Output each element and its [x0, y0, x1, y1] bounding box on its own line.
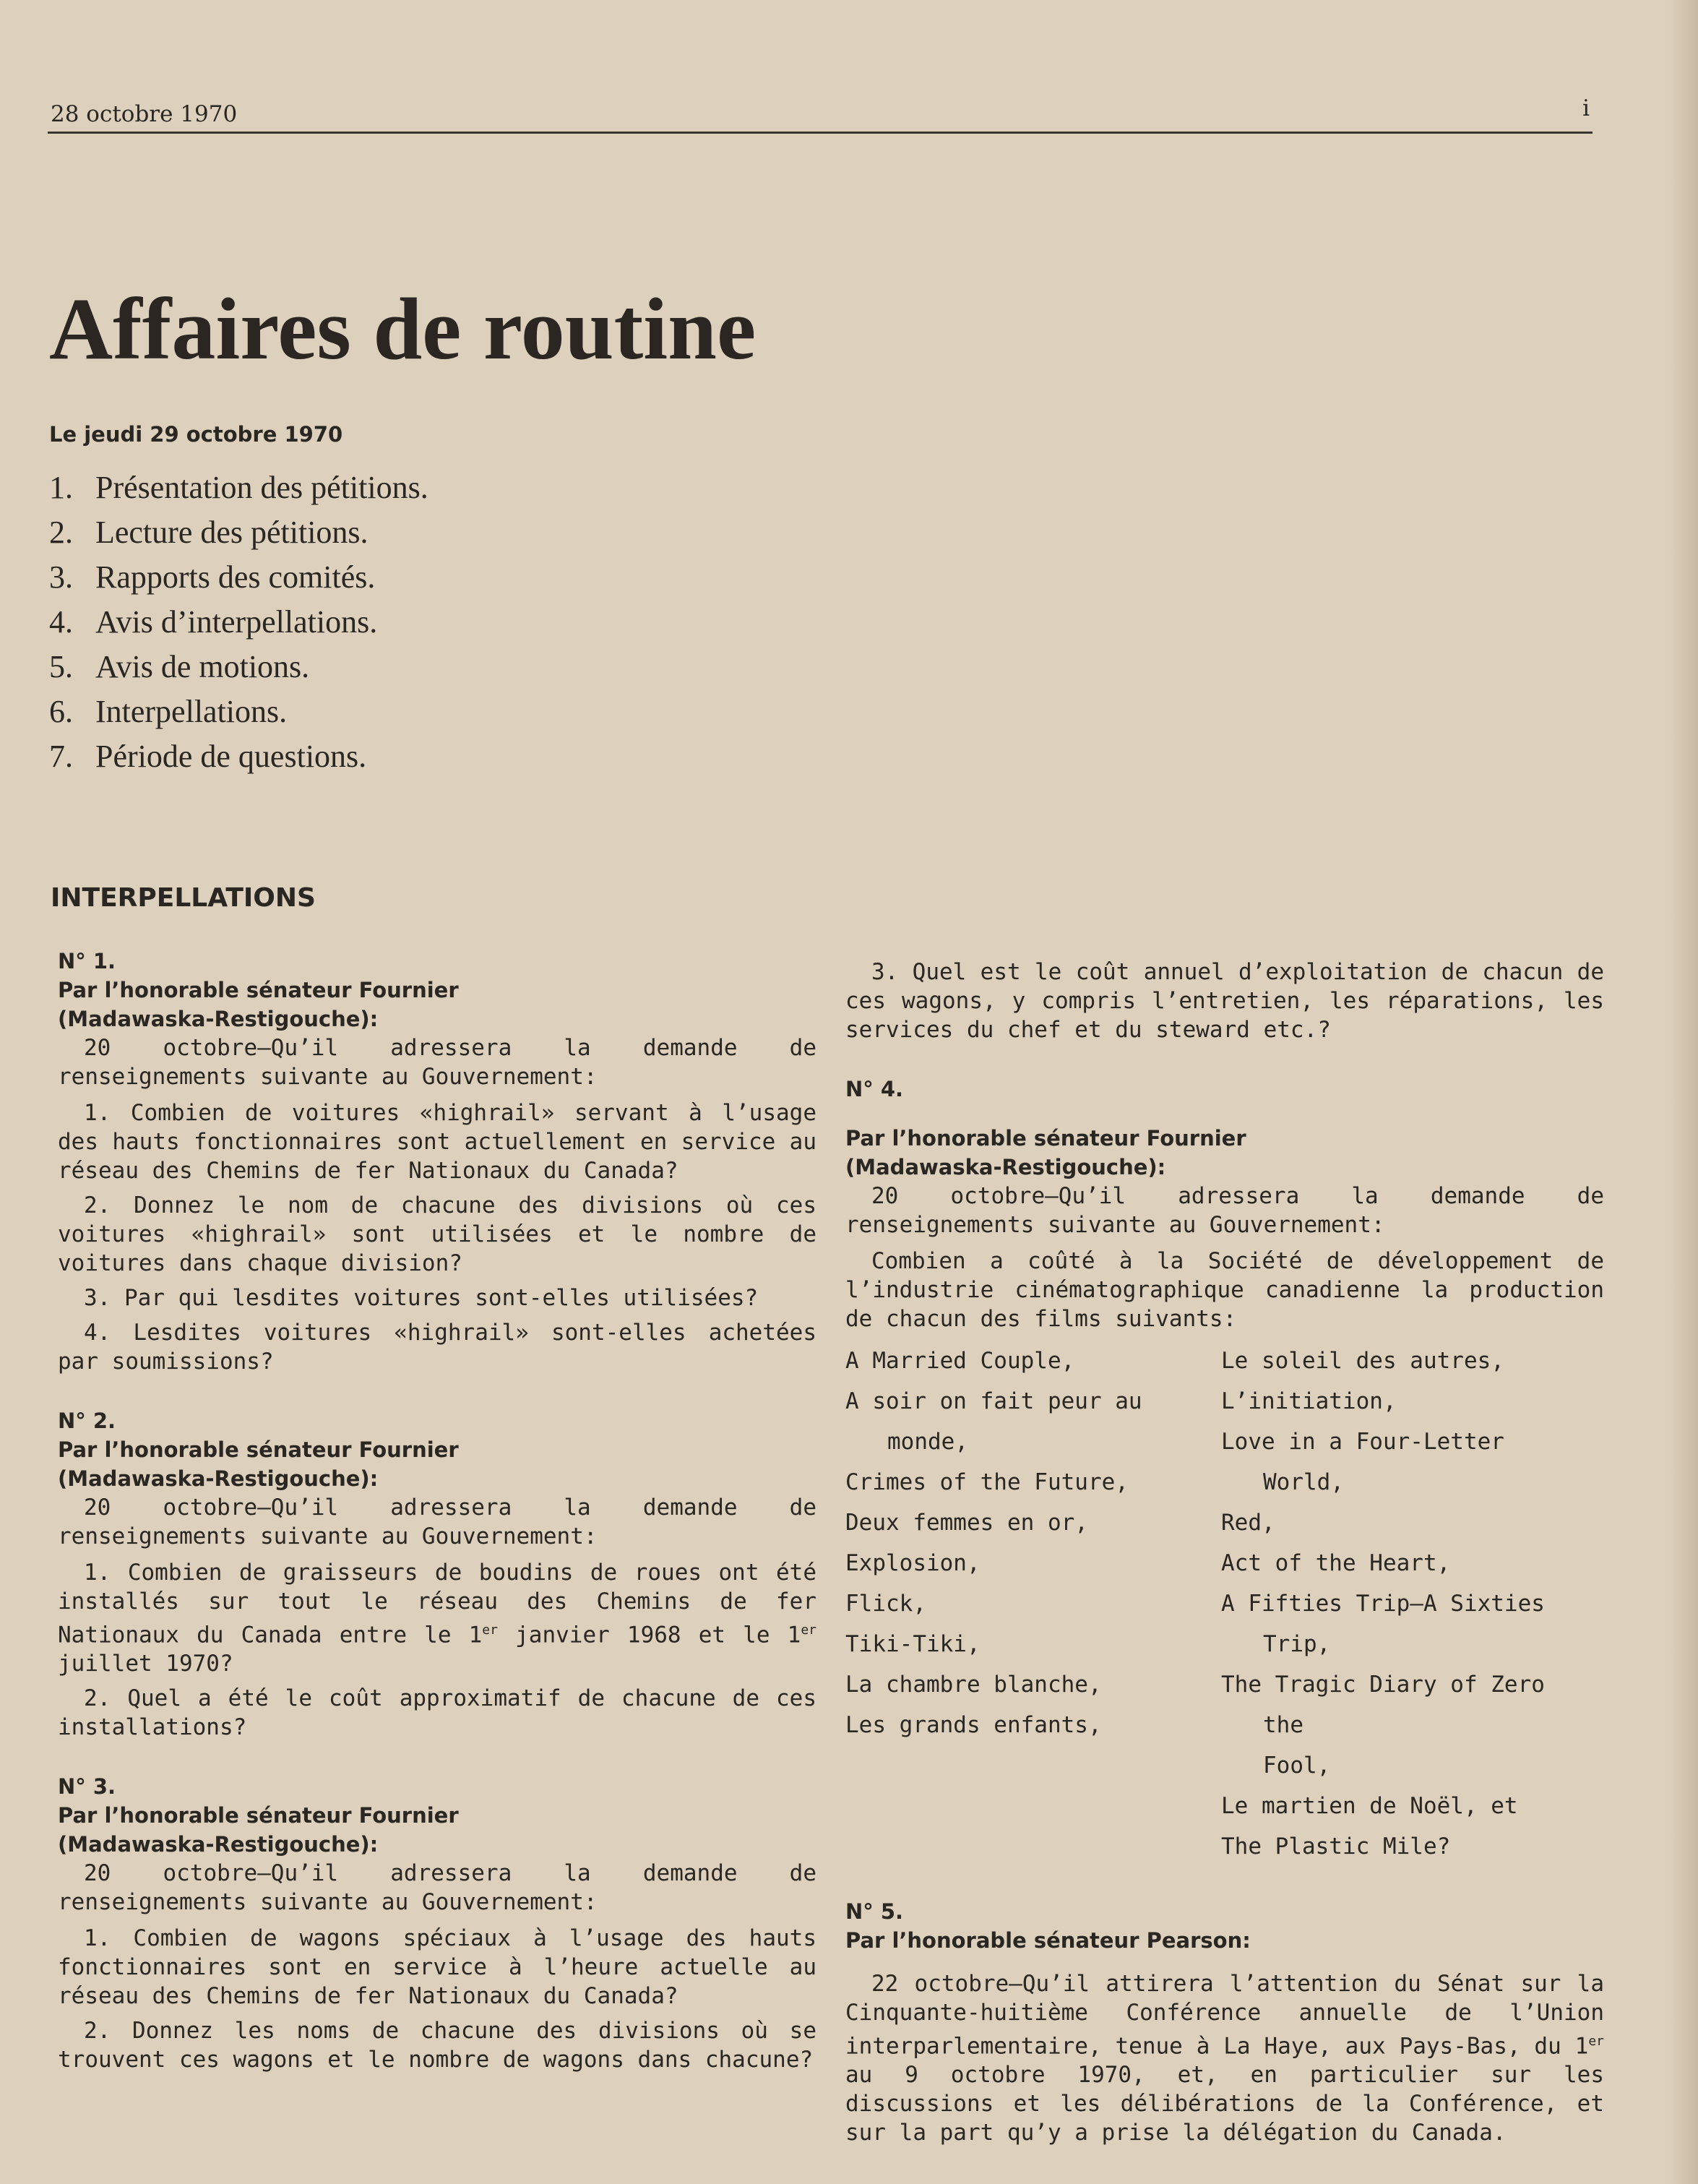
agenda-item: 6. Interpellations. — [49, 694, 288, 729]
question-item: 3. Par qui lesdites voitures sont-elles utilisées? — [84, 1285, 759, 1311]
film-title: Le soleil des autres, — [1221, 1348, 1504, 1374]
question-number: N° 5. — [845, 1899, 904, 1924]
question-intro: 20 octobre—Qu’il adressera la demande de renseignements suivante au Gouvernement: — [845, 1183, 1604, 1238]
film-title-continued: monde, — [887, 1429, 968, 1455]
film-title: Explosion, — [845, 1550, 981, 1576]
question-number: N° 4. — [845, 1077, 904, 1101]
session-date: Le jeudi 29 octobre 1970 — [49, 422, 343, 447]
agenda-item: 7. Période de questions. — [49, 739, 367, 774]
film-title: L’initiation, — [1221, 1388, 1397, 1414]
agenda-list — [49, 465, 428, 779]
page-title: Affaires de routine — [49, 280, 757, 378]
agenda-item: 3. Rapports des comités. — [49, 559, 376, 595]
question-3 — [58, 1772, 816, 2074]
question-item: 2. Donnez le nom de chacune des divisions où ces voitures «highrail» sont utilisées et le nombre de voitures dans chaque division? — [58, 1192, 816, 1276]
film-title: Flick, — [845, 1591, 926, 1617]
question-intro: 20 octobre—Qu’il adressera la demande de renseignements suivante au Gouvernement: — [58, 1495, 816, 1549]
byline-riding: (Madawaska-Restigouche): — [58, 1466, 379, 1491]
film-title: Red, — [1221, 1510, 1275, 1536]
film-list-left — [845, 1341, 1221, 1867]
page-header — [48, 93, 1593, 134]
film-title: Le martien de Noël, et — [1221, 1793, 1518, 1819]
question-4 — [845, 1075, 1604, 1867]
page-number: i — [1582, 95, 1590, 121]
agenda-item: 1. Présentation des pétitions. — [49, 470, 428, 505]
agenda-item: 2. Lecture des pétitions. — [49, 515, 369, 550]
film-list — [845, 1341, 1604, 1867]
question-intro: 20 octobre—Qu’il adressera la demande de renseignements suivante au Gouvernement: — [58, 1035, 816, 1090]
byline-riding: (Madawaska-Restigouche): — [845, 1155, 1166, 1179]
film-title: La chambre blanche, — [845, 1672, 1102, 1698]
byline-riding: (Madawaska-Restigouche): — [58, 1832, 379, 1857]
byline-riding: (Madawaska-Restigouche): — [58, 1007, 379, 1031]
byline: Par l’honorable sénateur Pearson: — [845, 1928, 1251, 1953]
film-title: Love in a Four-Letter World, — [1221, 1429, 1504, 1495]
question-5 — [845, 1897, 1604, 2147]
agenda-item: 5. Avis de motions. — [49, 649, 310, 684]
question-item: 1. Combien de graisseurs de boudins de roues ont été installés sur tout le réseau des Chemins de fer Nationaux du Canada entre le 1er janvier 1968 et le 1er juillet 1970? — [58, 1560, 816, 1677]
question-3-continued — [845, 958, 1604, 1044]
question-item: 1. Combien de wagons spéciaux à l’usage des hauts fonctionnaires sont en service à l’heure actuelle au réseau des Chemins de fer Nationaux du Canada? — [58, 1925, 816, 2010]
question-2 — [58, 1406, 816, 1742]
film-list-right — [1221, 1341, 1597, 1867]
question-number: N° 3. — [58, 1774, 116, 1800]
question-1 — [58, 947, 816, 1376]
film-title: The Tragic Diary of Zero the — [1221, 1672, 1545, 1738]
right-column — [845, 958, 1604, 2177]
question-item: 3. Quel est le coût annuel d’exploitation de chacun de ces wagons, y compris l’entretien, les réparations, les services du chef et du steward etc.? — [845, 959, 1604, 1043]
film-title-continued: Fool, — [1263, 1753, 1331, 1779]
film-title: A Married Couple, — [845, 1348, 1075, 1374]
byline: Par l’honorable sénateur Fournier — [58, 1437, 459, 1462]
question-item: 2. Donnez les noms de chacune des divisions où se trouvent ces wagons et le nombre de wagons dans chacune? — [58, 2018, 816, 2073]
film-title: The Plastic Mile? — [1221, 1833, 1451, 1860]
film-title: Deux femmes en or, — [845, 1510, 1088, 1536]
film-title-continued: Trip, — [1263, 1631, 1331, 1657]
film-title: Crimes of the Future, — [845, 1469, 1129, 1495]
question-item: 1. Combien de voitures «highrail» servant à l’usage des hauts fonctionnaires sont actuellement en service au réseau des Chemins de fer Nationaux du Canada? — [58, 1100, 816, 1184]
question-text: 22 octobre—Qu’il attirera l’attention du Sénat sur la Cinquante-huitième Conférence annuelle de l’Union interparlementaire, tenue à La Haye, aux Pays-Bas, du 1er au 9 octobre 1970, et, en particulier sur les discussions et les délibérations de la Conférence, et sur la part qu’y a prise la délégation du Canada. — [845, 1971, 1604, 2146]
question-text: Combien a coûté à la Société de développement de l’industrie cinématographique canadienne la production de chacun des films suivants: — [845, 1248, 1604, 1332]
agenda-item: 4. Avis d’interpellations. — [49, 604, 378, 640]
question-intro: 20 octobre—Qu’il adressera la demande de renseignements suivante au Gouvernement: — [58, 1860, 816, 1916]
question-item: 2. Quel a été le coût approximatif de chacune de ces installations? — [58, 1685, 816, 1741]
question-number: N° 2. — [58, 1409, 116, 1433]
section-title: INTERPELLATIONS — [51, 883, 316, 913]
question-item: 4. Lesdites voitures «highrail» sont-elles achetées par soumissions? — [58, 1320, 816, 1375]
byline: Par l’honorable sénateur Fournier — [845, 1126, 1246, 1151]
film-title: A Fifties Trip—A Sixties — [1221, 1591, 1545, 1617]
byline: Par l’honorable sénateur Fournier — [58, 1803, 459, 1828]
page-edge — [1669, 0, 1698, 2184]
left-column — [58, 947, 816, 2105]
byline: Par l’honorable sénateur Fournier — [58, 978, 459, 1002]
film-title: Tiki-Tiki, — [845, 1631, 981, 1657]
film-title: Act of the Heart, — [1221, 1550, 1451, 1576]
film-title: A soir on fait peur au — [845, 1388, 1142, 1414]
question-number: N° 1. — [58, 949, 116, 973]
header-date: 28 octobre 1970 — [51, 101, 238, 127]
film-title: Les grands enfants, — [845, 1712, 1102, 1738]
